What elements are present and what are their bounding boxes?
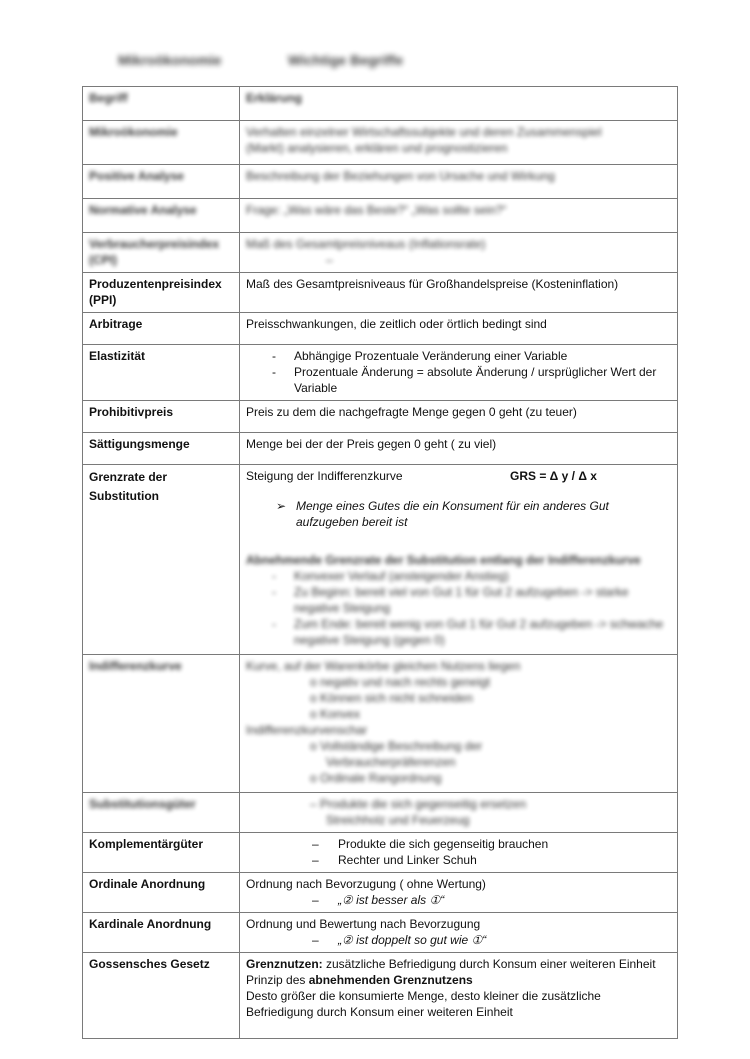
- explanation-line: Steigung der Indifferenzkurve: [246, 469, 403, 483]
- explanation-cell: Preis zu dem die nachgefragte Menge gegen 0 geht (zu teuer): [240, 401, 678, 433]
- term-cell: Indifferenzkurve: [83, 655, 240, 793]
- term-cell: Elastizität: [83, 345, 240, 401]
- line-text: Produkte die sich gegenseitig brauchen: [338, 837, 549, 851]
- table-row: [83, 433, 678, 465]
- explanation-cell: Beschreibung der Beziehungen von Ursache und Wirkung: [240, 165, 678, 199]
- explanation-line: Streichholz und Feuerzeug: [326, 813, 470, 827]
- table-row: [83, 401, 678, 433]
- explanation-cell: [240, 655, 678, 793]
- document-title: Mikroökonomie: [118, 52, 222, 68]
- term-cell: Komplementärgüter: [83, 833, 240, 873]
- term-cell: Arbitrage: [83, 313, 240, 345]
- blurred-subsection: [246, 552, 671, 648]
- explanation-cell: [240, 873, 678, 913]
- term-cell: Prohibitivpreis: [83, 401, 240, 433]
- table-row: [83, 953, 678, 1039]
- table-row: [83, 833, 678, 873]
- header-term: Begriff: [83, 87, 240, 121]
- table-row: [83, 233, 678, 273]
- table-row: [83, 345, 678, 401]
- table-row: [83, 273, 678, 313]
- explanation-line: Ordnung nach Bevorzugung ( ohne Wertung): [246, 877, 486, 891]
- table-row: [83, 313, 678, 345]
- explanation-line: o Konvex: [310, 707, 361, 721]
- table-row: [83, 793, 678, 833]
- term-cell: [83, 465, 240, 655]
- explanation-line: –: [326, 253, 333, 267]
- explanation-line: (Markt) analysieren, erklären und prognostizieren: [246, 141, 508, 155]
- dash-marker: –: [312, 837, 319, 851]
- dash-marker: –: [312, 933, 319, 947]
- explanation-cell: [240, 833, 678, 873]
- term-cell: Mikroökonomie: [83, 121, 240, 165]
- table-row: [83, 199, 678, 233]
- explanation-line: Desto größer die konsumierte Menge, desto kleiner die zusätzliche Befriedigung durch Konsum einer weiteren Einheit: [246, 989, 601, 1019]
- bullet-item: - Zum Ende: bereit wenig von Gut 1 für Gut 2 aufzugeben -> schwache negative Steigung (gegen 0): [246, 616, 671, 648]
- explanation-line: [246, 972, 671, 988]
- sub-heading: Abnehmende Grenzrate der Substitution entlang der Indifferenzkurve: [246, 553, 641, 567]
- bullet-item: - Zu Beginn: bereit viel von Gut 1 für Gut 2 aufzugeben -> starke negative Steigung: [246, 584, 671, 616]
- bold-term: Grenznutzen:: [246, 957, 323, 971]
- explanation-line: Maß des Gesamtpreisniveaus (Inflationsrate): [246, 237, 486, 251]
- bold-term: abnehmenden Grenznutzens: [308, 973, 473, 987]
- term-cell: Sättigungsmenge: [83, 433, 240, 465]
- explanation-cell: Frage: „Was wäre das Beste?“ „Was sollte sein?“: [240, 199, 678, 233]
- explanation-cell: [240, 793, 678, 833]
- line-text: zusätzliche Befriedigung durch Konsum einer weiteren Einheit: [322, 957, 656, 971]
- explanation-line: [246, 892, 671, 908]
- term-cell: Normative Analyse: [83, 199, 240, 233]
- explanation-cell: [240, 465, 678, 655]
- explanation-line: o Vollständige Beschreibung der: [310, 739, 483, 753]
- document-subtitle: Wichtige Begriffe: [288, 52, 403, 68]
- explanation-line: Verhalten einzelner Wirtschaftssubjekte und deren Zusammenspiel: [246, 125, 602, 139]
- term-cell: Substitutionsgüter: [83, 793, 240, 833]
- line-text: „② ist doppelt so gut wie ①“: [338, 933, 487, 947]
- term-cell: Positive Analyse: [83, 165, 240, 199]
- term-cell: Produzentenpreisindex (PPI): [83, 273, 240, 313]
- explanation-line: o Ordinale Rangordnung: [310, 771, 442, 785]
- bullet-item: - Abhängige Prozentuale Veränderung einer Variable: [246, 348, 671, 364]
- formula: GRS = Δ y / Δ x: [510, 469, 597, 483]
- arrow-bullet-text: Menge eines Gutes die ein Konsument für ein anderes Gut aufzugeben bereit ist: [296, 499, 609, 529]
- explanation-cell: [240, 233, 678, 273]
- bullet-item: - Prozentuale Änderung = absolute Änderung / ursprüglicher Wert der Variable: [246, 364, 671, 396]
- explanation-line: [246, 932, 671, 948]
- table-row: [83, 465, 678, 655]
- page-header: [118, 50, 538, 72]
- line-text: Prinzip des: [246, 973, 309, 987]
- bullet-list: [246, 568, 671, 648]
- term-text: Grenzrate der Substitution: [89, 470, 168, 503]
- line-text: „② ist besser als ①“: [338, 893, 445, 907]
- arrow-bullet: [246, 498, 671, 530]
- table-row: [83, 913, 678, 953]
- explanation-line: Kurve, auf der Warenkörbe gleichen Nutzens liegen: [246, 659, 521, 673]
- explanation-line: – Produkte die sich gegenseitig ersetzen: [310, 797, 527, 811]
- bullet-list: [246, 348, 671, 396]
- terms-table: [82, 86, 678, 1039]
- explanation-line: [246, 852, 671, 868]
- header-explanation: Erklärung: [240, 87, 678, 121]
- dash-marker: –: [312, 853, 319, 867]
- term-cell: Verbraucherpreisindex (CPI): [83, 233, 240, 273]
- dash-marker: –: [312, 893, 319, 907]
- explanation-cell: [240, 121, 678, 165]
- explanation-cell: Preisschwankungen, die zeitlich oder örtlich bedingt sind: [240, 313, 678, 345]
- term-cell: Gossensches Gesetz: [83, 953, 240, 1039]
- table-header-row: [83, 87, 678, 121]
- term-cell: Kardinale Anordnung: [83, 913, 240, 953]
- explanation-cell: [240, 345, 678, 401]
- explanation-line: Verbraucherpräferenzen: [326, 755, 456, 769]
- table-row: [83, 873, 678, 913]
- arrow-bullet-icon: ➢: [276, 499, 287, 513]
- explanation-cell: Menge bei der der Preis gegen 0 geht ( zu viel): [240, 433, 678, 465]
- explanation-line: Ordnung und Bewertung nach Bevorzugung: [246, 917, 481, 931]
- table-row: [83, 165, 678, 199]
- explanation-line: [246, 956, 671, 972]
- term-cell: Ordinale Anordnung: [83, 873, 240, 913]
- explanation-line: o negativ und nach rechts geneigt: [310, 675, 491, 689]
- table-row: [83, 121, 678, 165]
- table-row: [83, 655, 678, 793]
- explanation-cell: [240, 913, 678, 953]
- explanation-line: o Können sich nicht schneiden: [310, 691, 473, 705]
- explanation-line: Indifferenzkurvenschar: [246, 723, 368, 737]
- explanation-cell: Maß des Gesamtpreisniveaus für Großhandelspreise (Kosteninflation): [240, 273, 678, 313]
- line-text: Rechter und Linker Schuh: [338, 853, 477, 867]
- explanation-line: [246, 836, 671, 852]
- explanation-first-line: [246, 468, 671, 484]
- bullet-item: - Konvexer Verlauf (ansteigender Anstieg): [246, 568, 671, 584]
- explanation-cell: [240, 953, 678, 1039]
